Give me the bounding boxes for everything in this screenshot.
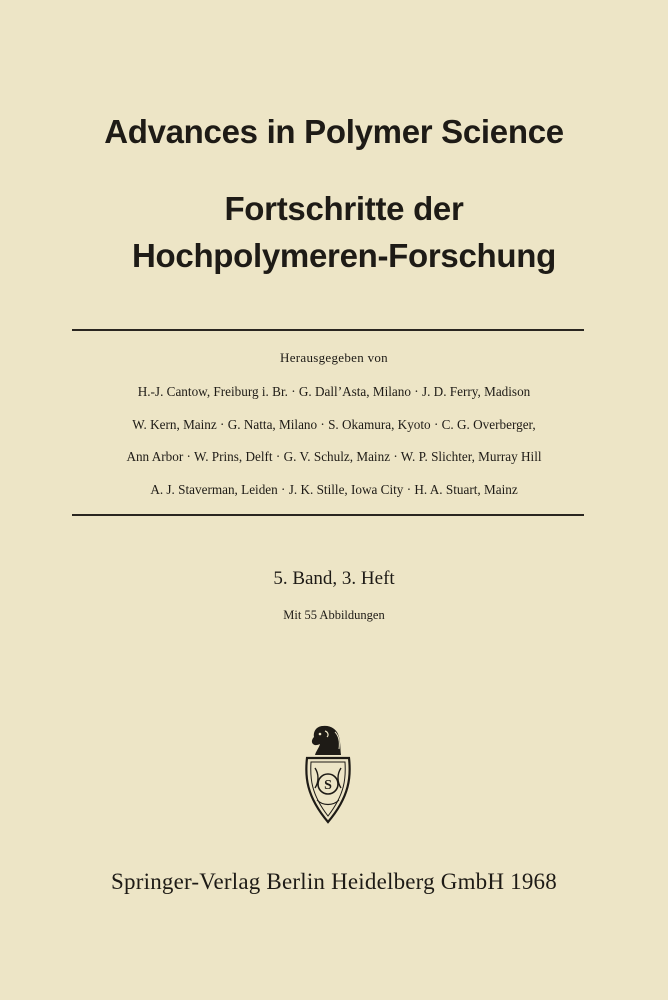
top-divider	[72, 329, 584, 331]
volume-issue: 5. Band, 3. Heft	[273, 568, 395, 589]
bottom-divider	[72, 514, 584, 516]
svg-text:S: S	[324, 778, 332, 793]
springer-knight-logo-icon	[295, 722, 361, 828]
series-title-german-line1: Fortschritte der	[224, 190, 464, 227]
series-title-english: Advances in Polymer Science	[104, 113, 564, 150]
illustrations-count: Mit 55 Abbildungen	[283, 608, 385, 622]
editors-heading: Herausgegeben von	[280, 350, 388, 365]
publisher-imprint: Springer-Verlag Berlin Heidelberg GmbH 1968	[111, 869, 557, 894]
editors-line-4: A. J. Staverman, Leiden · J. K. Stille, Iowa City · H. A. Stuart, Mainz	[150, 482, 518, 497]
series-title-german-line2: Hochpolymeren-Forschung	[132, 237, 556, 274]
editors-line-3: Ann Arbor · W. Prins, Delft · G. V. Schulz, Mainz · W. P. Slichter, Murray Hill	[126, 449, 542, 464]
editors-line-1: H.-J. Cantow, Freiburg i. Br. · G. Dall’Asta, Milano · J. D. Ferry, Madison	[137, 384, 531, 399]
editors-line-2: W. Kern, Mainz · G. Natta, Milano · S. Okamura, Kyoto · C. G. Overberger,	[132, 417, 536, 432]
